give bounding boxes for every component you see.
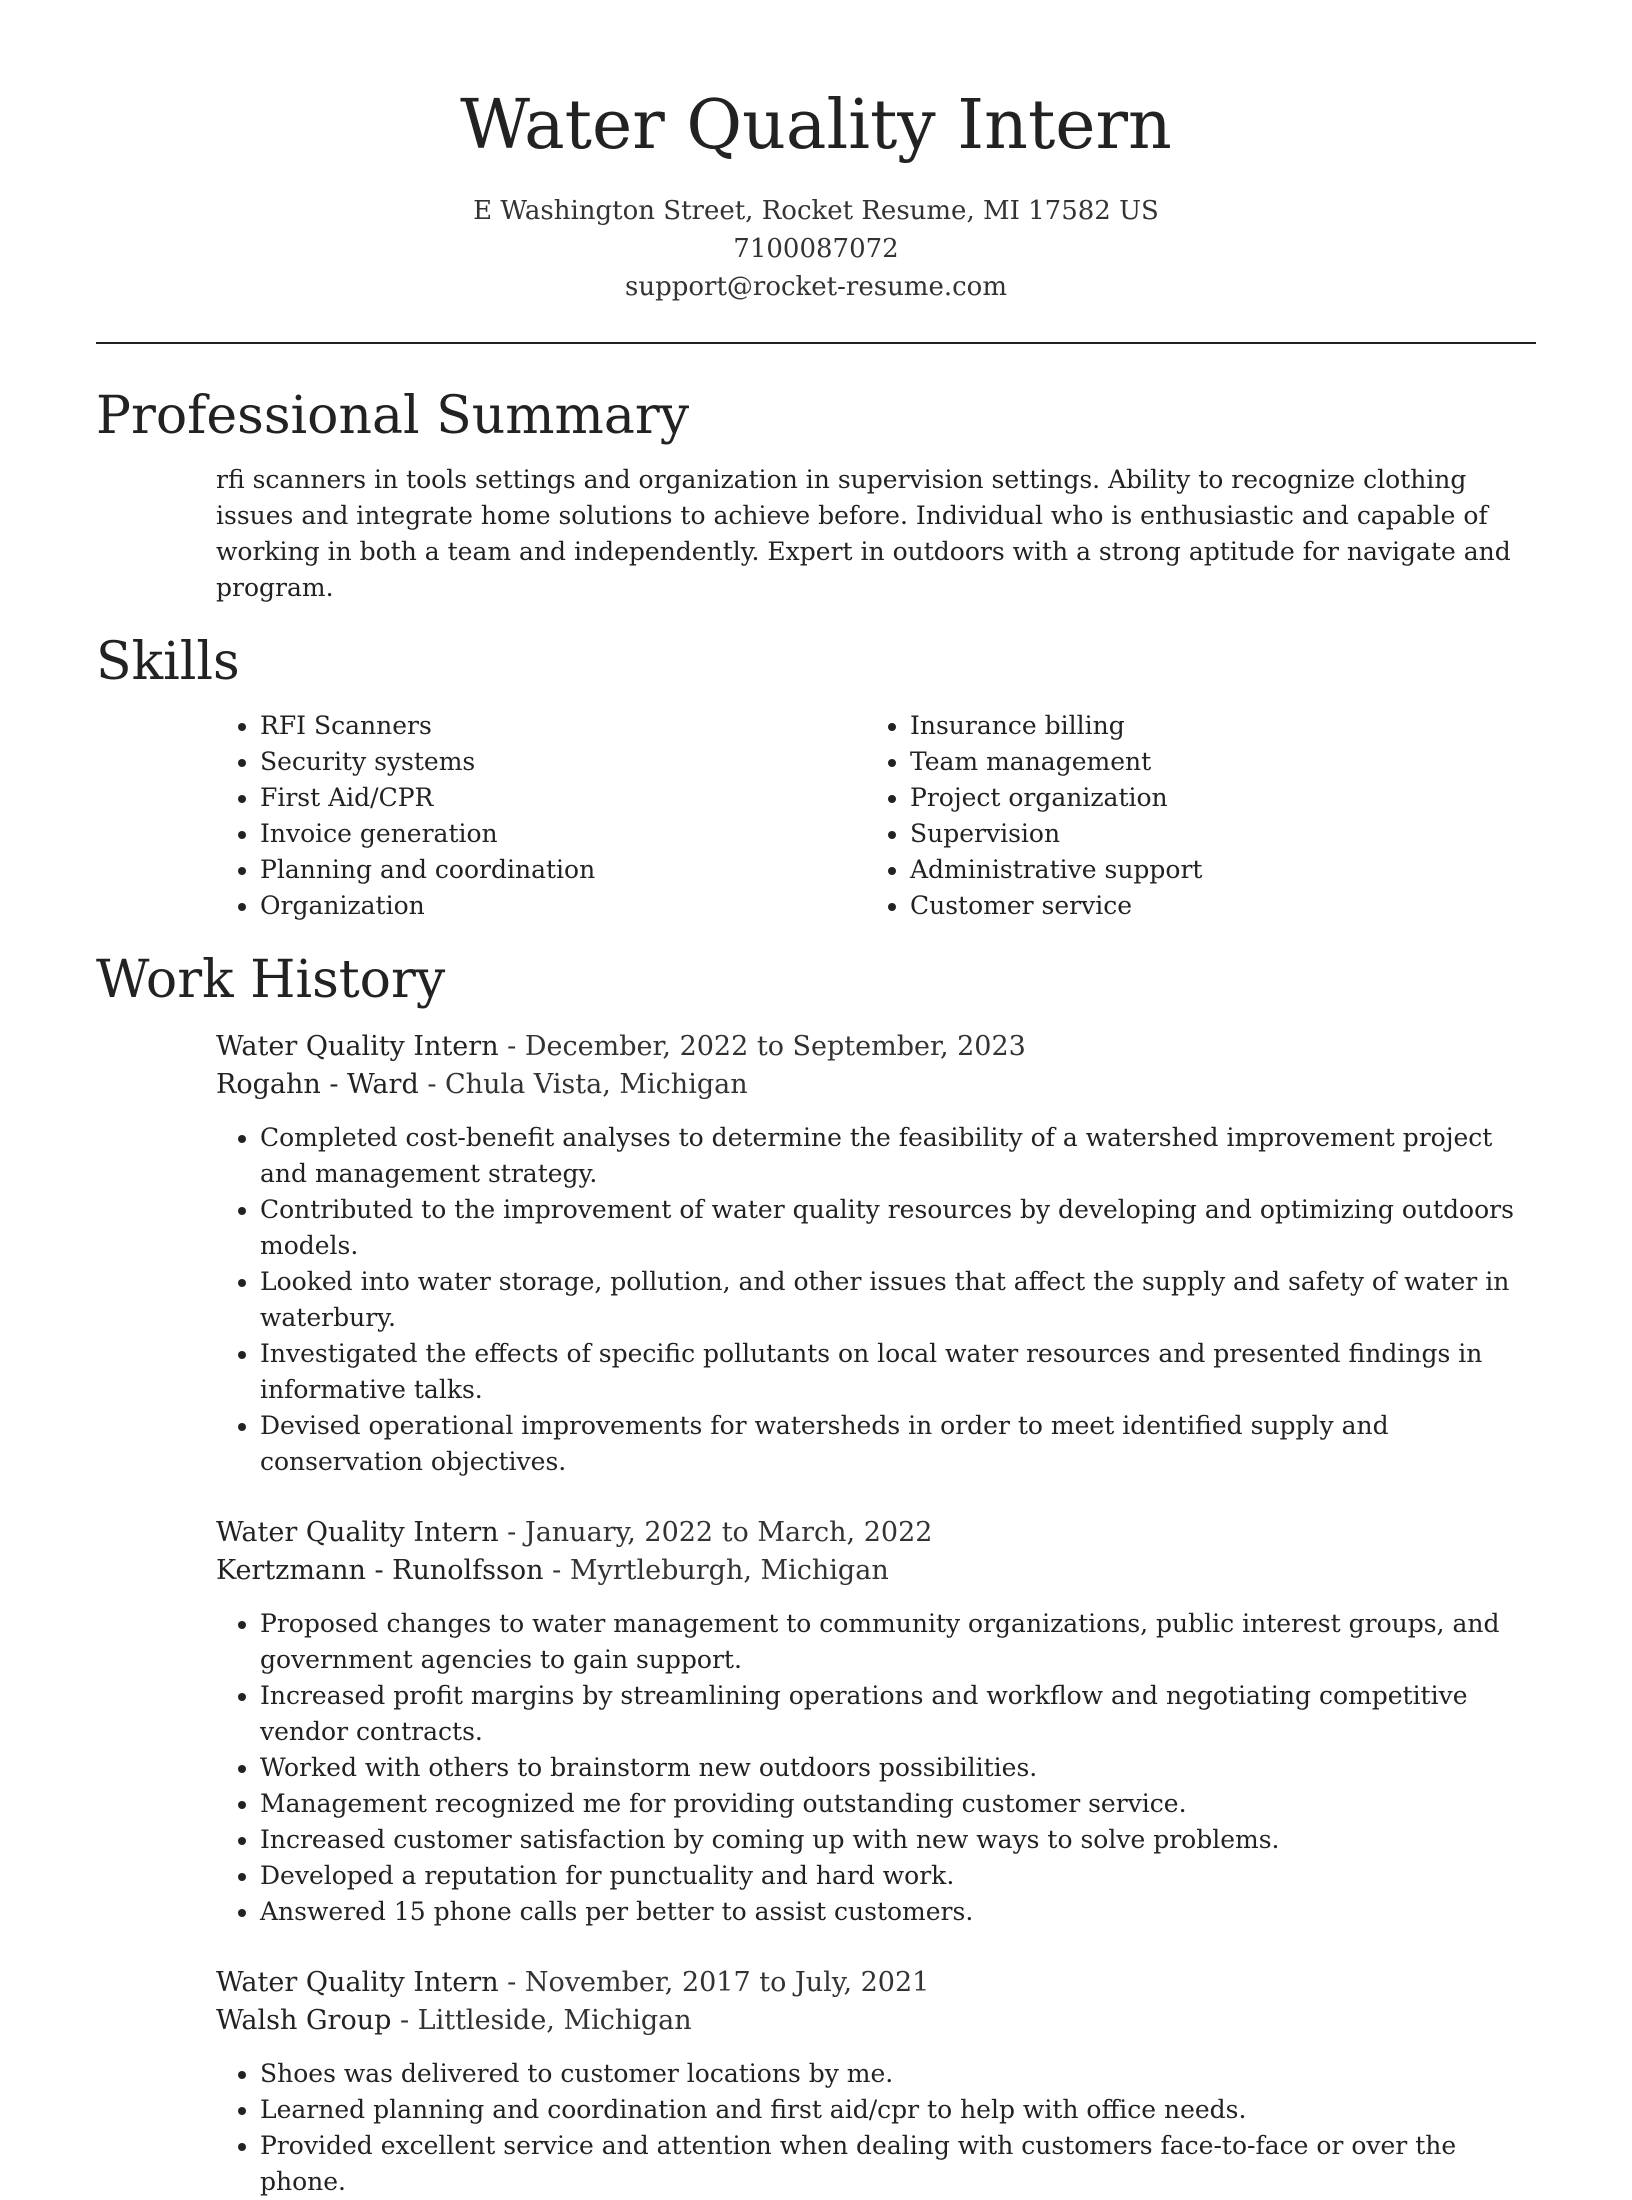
job-bullet: • Contributed to the improvement of water quality resources by developing and optimizing outdoors models. [260, 1192, 1536, 1264]
summary-text: rfi scanners in tools settings and organization in supervision settings. Ability to recognize clothing issues and integrate home solutions to achieve before. Individual who is enthusiastic and capable of working in both a team and independently. Expert in outdoors with a strong aptitude for navigate and program. [216, 465, 1511, 602]
phone: 7100087072 [733, 234, 899, 264]
candidate-name: Water Quality Intern [460, 86, 1172, 165]
skill-item: • Security systems [260, 744, 866, 780]
job-company: Kertzmann - Runolfsson [216, 1555, 544, 1586]
skills-column-right [866, 708, 1516, 924]
skill-item: • Customer service [910, 888, 1516, 924]
email: support@rocket-resume.com [624, 272, 1007, 302]
job-entry [216, 1964, 1536, 2200]
job-dates: - January, 2022 to March, 2022 [498, 1517, 933, 1548]
job-bullet: • Developed a reputation for punctuality and hard work. [260, 1858, 1536, 1894]
work-history-section [96, 946, 1536, 2200]
job-entry [216, 1514, 1536, 1930]
skill-item: • Administrative support [910, 852, 1516, 888]
resume-header [0, 0, 1632, 306]
job-company-line [216, 1552, 1536, 1590]
job-company-line [216, 2002, 1536, 2040]
summary-heading: Professional Summary [96, 386, 690, 446]
job-title: Water Quality Intern [216, 1031, 499, 1062]
job-company: Walsh Group [216, 2005, 392, 2036]
job-bullet: • Proposed changes to water management to community organizations, public interest groups, and government agencies to gain support. [260, 1606, 1536, 1678]
address: E Washington Street, Rocket Resume, MI 17582 US [473, 196, 1159, 226]
job-bullet: • Learned planning and coordination and first aid/cpr to help with office needs. [260, 2092, 1536, 2128]
job-dates: - December, 2022 to September, 2023 [498, 1031, 1026, 1062]
job-title-line [216, 1964, 1536, 2002]
job-dates: - November, 2017 to July, 2021 [498, 1967, 930, 1998]
job-company-line [216, 1066, 1536, 1104]
job-entry [216, 1028, 1536, 1480]
header-divider [96, 342, 1536, 344]
work-history-heading: Work History [96, 950, 446, 1010]
job-bullets [216, 1606, 1536, 1930]
skill-item: • RFI Scanners [260, 708, 866, 744]
job-bullets [216, 2056, 1536, 2200]
job-title-line [216, 1514, 1536, 1552]
job-company: Rogahn - Ward [216, 1069, 419, 1100]
job-location: - Littleside, Michigan [391, 2005, 692, 2036]
job-bullet: • Increased customer satisfaction by coming up with new ways to solve problems. [260, 1822, 1536, 1858]
job-bullet: • Provided excellent service and attention when dealing with customers face-to-face or over the phone. [260, 2128, 1536, 2200]
skills-list [216, 708, 1536, 924]
skills-heading: Skills [96, 632, 240, 692]
skill-item: • Planning and coordination [260, 852, 866, 888]
job-bullet: • Management recognized me for providing outstanding customer service. [260, 1786, 1536, 1822]
summary-section [96, 382, 1536, 606]
skill-item: • Supervision [910, 816, 1516, 852]
job-bullet: • Devised operational improvements for watersheds in order to meet identified supply and conservation objectives. [260, 1408, 1536, 1480]
job-bullets [216, 1120, 1536, 1480]
skill-item: • Project organization [910, 780, 1516, 816]
job-bullet: • Completed cost-benefit analyses to determine the feasibility of a watershed improvement project and management strategy. [260, 1120, 1536, 1192]
job-bullet: • Shoes was delivered to customer locations by me. [260, 2056, 1536, 2092]
job-title: Water Quality Intern [216, 1517, 499, 1548]
job-bullet: • Increased profit margins by streamlining operations and workflow and negotiating competitive vendor contracts. [260, 1678, 1536, 1750]
job-title: Water Quality Intern [216, 1967, 499, 1998]
skill-item: • Team management [910, 744, 1516, 780]
job-bullet: • Answered 15 phone calls per better to assist customers. [260, 1894, 1536, 1930]
job-bullet: • Looked into water storage, pollution, and other issues that affect the supply and safety of water in waterbury. [260, 1264, 1536, 1336]
skill-item: • Organization [260, 888, 866, 924]
job-location: - Myrtleburgh, Michigan [543, 1555, 889, 1586]
job-location: - Chula Vista, Michigan [418, 1069, 748, 1100]
contact-block [0, 192, 1632, 306]
skills-column-left [216, 708, 866, 924]
job-title-line [216, 1028, 1536, 1066]
job-bullet: • Worked with others to brainstorm new outdoors possibilities. [260, 1750, 1536, 1786]
skill-item: • Invoice generation [260, 816, 866, 852]
skill-item: • Insurance billing [910, 708, 1516, 744]
skill-item: • First Aid/CPR [260, 780, 866, 816]
skills-section [96, 628, 1536, 924]
job-bullet: • Investigated the effects of specific pollutants on local water resources and presented findings in informative talks. [260, 1336, 1536, 1408]
